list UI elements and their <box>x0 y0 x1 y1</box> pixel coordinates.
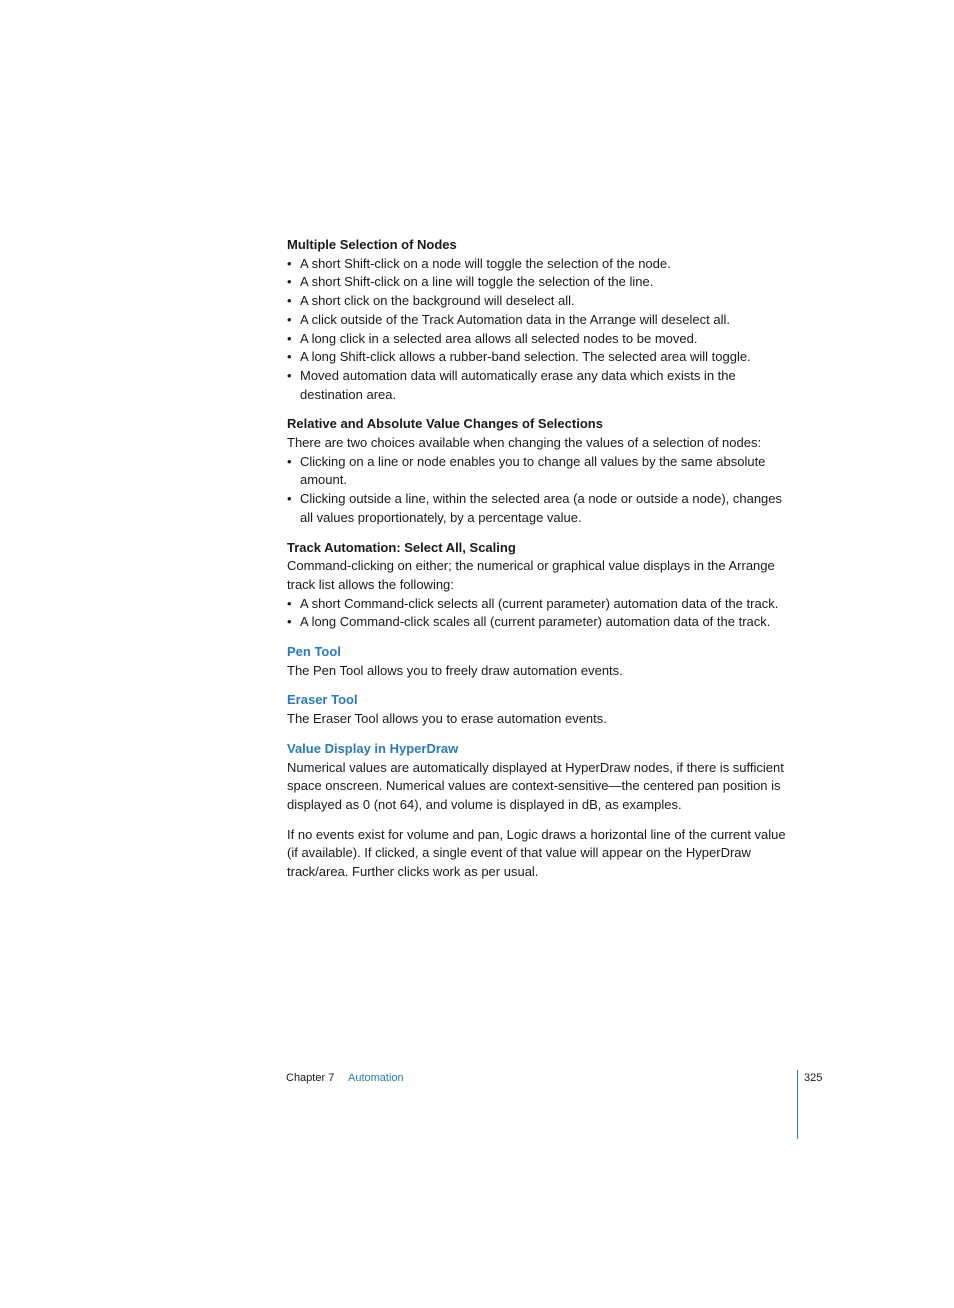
bullet-icon: • <box>287 274 292 290</box>
bullet-icon: • <box>287 595 292 611</box>
footer-divider <box>797 1070 798 1139</box>
list-item: • Moved automation data will automatically erase any data which exists in the destination area. <box>287 367 736 402</box>
bullet-icon: • <box>287 453 292 469</box>
heading-multiple-selection: Multiple Selection of Nodes <box>287 237 457 252</box>
list-item: • Clicking on a line or node enables you to change all values by the same absolute amount. <box>287 453 766 488</box>
paragraph-select-all-intro: Command-clicking on either; the numerical or graphical value displays in the Arrange track list allows the following: <box>287 558 775 592</box>
heading-relative-absolute: Relative and Absolute Value Changes of Selections <box>287 416 603 432</box>
paragraph-pen-tool: The Pen Tool allows you to freely draw automation events. <box>287 662 623 678</box>
bullet-icon: • <box>287 614 292 630</box>
bullet-icon: • <box>287 293 292 309</box>
list-multiple-selection <box>287 255 797 405</box>
paragraph-relative-absolute-intro: There are two choices available when changing the values of a selection of nodes: <box>287 435 762 451</box>
paragraph-value-display-2: If no events exist for volume and pan, Logic draws a horizontal line of the current value (if available). If clicked, a single event of that value will appear on the HyperDraw track/area. Further clicks work as per usual. <box>287 826 786 880</box>
list-item: • A long Command-click scales all (current parameter) automation data of the track. <box>287 613 797 632</box>
bullet-icon: • <box>287 330 292 346</box>
heading-value-display: Value Display in HyperDraw <box>287 740 459 756</box>
paragraph-value-display-1: Numerical values are automatically displayed at HyperDraw nodes, if there is sufficient space onscreen. Numerical values are context-sensitive—the centered pan position is displayed as 0 (not 64), and volume is displayed in dB, as examples. <box>287 759 784 812</box>
bullet-icon: • <box>287 349 292 365</box>
paragraph-eraser-tool: The Eraser Tool allows you to erase automation events. <box>287 711 607 727</box>
list-item: • A short Shift-click on a node will toggle the selection of the node. <box>287 255 797 274</box>
heading-pen-tool: Pen Tool <box>287 644 341 660</box>
list-select-all-scaling <box>287 595 797 632</box>
list-item: • A long click in a selected area allows all selected nodes to be moved. <box>287 330 797 349</box>
footer-chapter-title: Automation <box>348 1072 404 1084</box>
list-item: • A short click on the background will deselect all. <box>287 292 797 311</box>
list-item: • A click outside of the Track Automation data in the Arrange will deselect all. <box>287 311 797 330</box>
list-relative-absolute <box>287 453 797 528</box>
list-item: • A short Shift-click on a line will toggle the selection of the line. <box>287 273 797 292</box>
list-item: • Clicking outside a line, within the selected area (a node or outside a node), changes all values proportionately, by a percentage value. <box>287 491 783 525</box>
bullet-icon: • <box>287 367 292 383</box>
heading-select-all-scaling: Track Automation: Select All, Scaling <box>287 539 516 555</box>
list-item: • A short Command-click selects all (current parameter) automation data of the track. <box>287 595 797 614</box>
footer-chapter-label: Chapter 7 <box>286 1072 335 1084</box>
bullet-icon: • <box>287 491 292 507</box>
list-item: • A long Shift-click allows a rubber-band selection. The selected area will toggle. <box>287 348 797 367</box>
heading-eraser-tool: Eraser Tool <box>287 692 358 708</box>
bullet-icon: • <box>287 311 292 327</box>
footer-page-number: 325 <box>804 1072 823 1084</box>
page-content <box>287 236 797 882</box>
bullet-icon: • <box>287 255 292 271</box>
